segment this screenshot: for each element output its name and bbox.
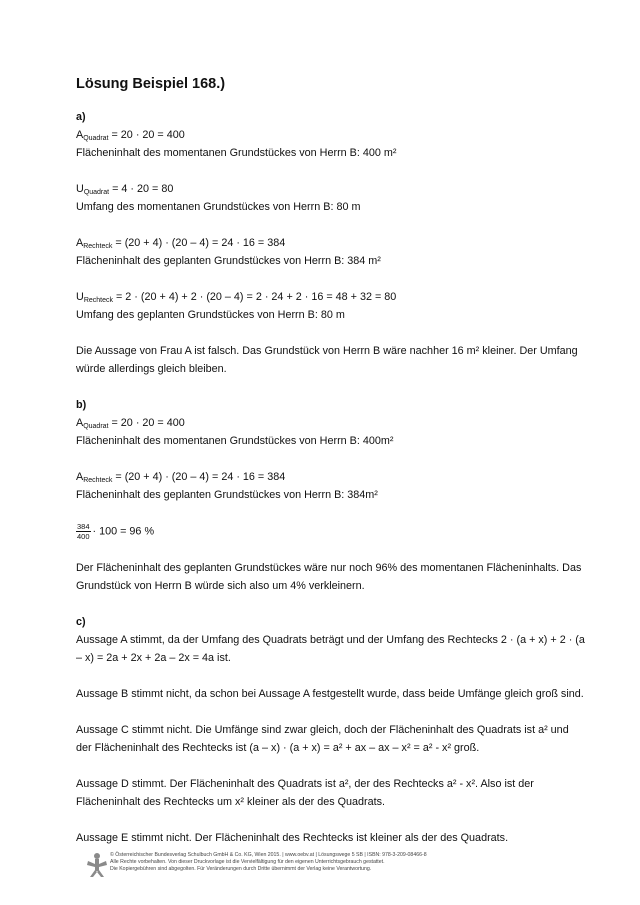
part-a-perimeter-rectangle-text: Umfang des geplanten Grundstückes von Herrn B: 80 m — [76, 309, 345, 321]
publisher-logo-icon — [86, 852, 108, 878]
fraction: $\frac{384}{400}$ — [77, 522, 90, 541]
part-a-area-rectangle-text: Flächeninhalt des geplanten Grundstückes von Herrn B: 384 m² — [76, 255, 381, 267]
part-b-conclusion: Der Flächeninhalt des geplanten Grundstückes wäre nur noch 96% des momentanen Flächeninhalts. Das Grundstück von Herrn B würde sich also um 4% verkleinern. — [76, 562, 582, 592]
part-b-heading: b) — [76, 399, 87, 411]
footer-rights: Alle Rechte vorbehalten. Von dieser Druckvorlage ist die Vervielfältigung für den eigenen Unterrichtsgebrauch gestattet. — [110, 859, 385, 865]
statement-e: Aussage E stimmt nicht. Der Flächeninhalt des Rechtecks ist kleiner als der des Quadrats. — [76, 832, 509, 844]
statement-c: Aussage C stimmt nicht. Die Umfänge sind zwar gleich, doch der Flächeninhalt des Quadrats ist a² und der Flächeninhalt des Rechtecks ist (a – x) · (a + x) = a² + ax – ax – x² = a² - x² groß. — [76, 724, 569, 754]
page-title: Lösung Beispiel 168.) — [76, 76, 226, 92]
part-a-conclusion: Die Aussage von Frau A ist falsch. Das Grundstück von Herrn B wäre nachher 16 m² kleiner. Der Umfang würde allerdings gleich bleiben. — [76, 345, 578, 375]
part-a-perimeter-rectangle-equation: $U_{Rechteck} = 2 \cdot (20 + 4) + 2 \cdot (20 - 4) = 2 \cdot 24 + 2 \cdot 16 = 48 + 32 = 80$ — [76, 291, 397, 304]
footer-copyright: © Österreichischer Bundesverlag Schulbuch GmbH & Co. KG, Wien 2015. | www.oebv.at | Lösungswege 5 SB | ISBN: 978-3-209-08466-8 — [110, 852, 427, 858]
part-c-heading: c) — [76, 616, 86, 628]
statement-d: Aussage D stimmt. Der Flächeninhalt des Quadrats ist a², der des Rechtecks a² - x². Also ist der Flächeninhalt des Rechtecks um x² kleiner als der des Quadrats. — [76, 778, 534, 808]
statement-b: Aussage B stimmt nicht, da schon bei Aussage A festgestellt wurde, dass beide Umfänge gleich groß sind. — [76, 688, 584, 700]
part-a-heading: a) — [76, 111, 86, 123]
footer-disclaimer: Die Kopiergebühren sind abgegolten. Für Veränderungen durch Dritte übernimmt der Verlag keine Verantwortung. — [110, 866, 372, 872]
solution-content — [76, 108, 586, 847]
part-a-perimeter-square-equation: $U_{Quadrat} = 4 \cdot 20 = 80$ — [76, 183, 174, 196]
part-b-area-square-equation: $A_{Quadrat} = 20 \cdot 20 = 400$ — [76, 417, 185, 430]
part-a-perimeter-square-text: Umfang des momentanen Grundstückes von Herrn B: 80 m — [76, 201, 361, 213]
footer-text — [110, 852, 580, 873]
part-a-area-square-equation: $A_{Quadrat} = 20 \cdot 20 = 400$ — [76, 129, 185, 142]
part-b-area-square-text: Flächeninhalt des momentanen Grundstückes von Herrn B: 400m² — [76, 435, 394, 447]
part-b-area-rectangle-text: Flächeninhalt des geplanten Grundstückes von Herrn B: 384m² — [76, 489, 378, 501]
part-a-area-rectangle-equation: $A_{Rechteck} = (20 + 4) \cdot (20 - 4) = 24 \cdot 16 = 384$ — [76, 237, 286, 250]
part-a-area-square-text: Flächeninhalt des momentanen Grundstückes von Herrn B: 400 m² — [76, 147, 397, 159]
part-b-percentage-equation: $\frac{384}{400}$ · 100 = 96 % — [77, 522, 155, 541]
part-b-area-rectangle-equation: $A_{Rechteck} = (20 + 4) \cdot (20 - 4) = 24 \cdot 16 = 384$ — [76, 471, 286, 484]
footer — [78, 852, 578, 882]
statement-a: Aussage A stimmt, da der Umfang des Quadrats beträgt und der Umfang des Rechtecks 2 · (a + x) + 2 · (a – x) = 2a + 2x + 2a – 2x = 4a ist. — [76, 634, 585, 664]
